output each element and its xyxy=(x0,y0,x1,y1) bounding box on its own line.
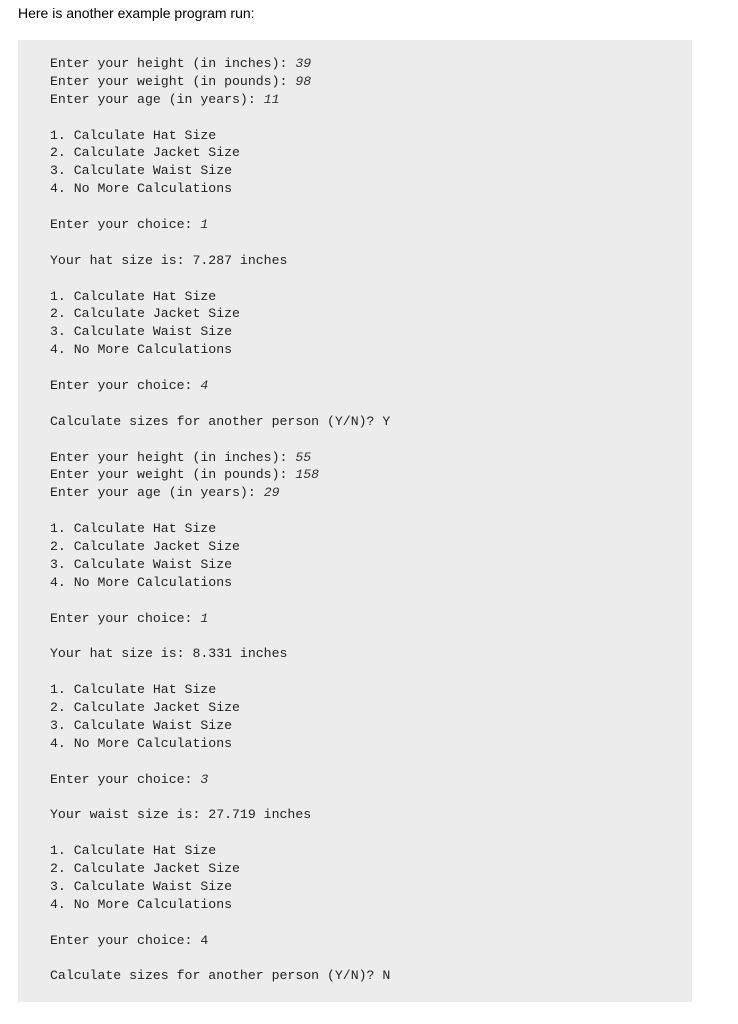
console-prompt-text: 1. Calculate Hat Size xyxy=(50,843,217,859)
console-line xyxy=(50,180,390,198)
console-prompt-text: Enter your height (in inches): xyxy=(50,56,296,71)
console-prompt-text: 4. No More Calculations xyxy=(50,181,233,197)
console-line xyxy=(50,556,390,574)
console-prompt-text: Enter your choice: xyxy=(50,771,201,787)
console-line xyxy=(50,860,390,878)
console-user-input: 98 xyxy=(295,73,312,89)
console-line xyxy=(50,359,390,377)
console-prompt-text: 1. Calculate Hat Size xyxy=(50,288,217,304)
console-line xyxy=(50,395,390,413)
console-line xyxy=(50,610,390,628)
console-line xyxy=(50,735,390,753)
console-prompt-text: 1. Calculate Hat Size xyxy=(50,521,217,537)
console-prompt-text: 2. Calculate Jacket Size xyxy=(50,145,240,161)
console-prompt-text: 3. Calculate Waist Size xyxy=(50,717,233,733)
console-prompt-text: Enter your choice: xyxy=(50,217,201,233)
console-line xyxy=(50,413,390,431)
console-prompt-text: 3. Calculate Waist Size xyxy=(50,878,233,894)
console-line xyxy=(50,574,390,592)
console-prompt-text: Enter your age (in years): xyxy=(50,91,264,107)
console-prompt-text: 4. No More Calculations xyxy=(50,342,233,358)
console-prompt-text: Enter your choice: xyxy=(50,378,201,394)
console-prompt-text: Enter your height (in inches): xyxy=(50,449,296,465)
console-line xyxy=(50,824,390,842)
console-line xyxy=(50,950,390,968)
console-line xyxy=(50,967,390,985)
console-user-input: 4 xyxy=(200,378,209,394)
console-line xyxy=(50,323,390,341)
console-prompt-text: 2. Calculate Jacket Size xyxy=(50,700,240,716)
console-prompt-text: 2. Calculate Jacket Size xyxy=(50,539,240,555)
console-prompt-text: Your hat size is: 8.331 inches xyxy=(50,646,288,662)
console-line xyxy=(50,341,390,359)
console-line xyxy=(50,252,390,270)
console-prompt-text: 3. Calculate Waist Size xyxy=(50,163,233,179)
console-line xyxy=(50,377,390,395)
console-prompt-text: 4. No More Calculations xyxy=(50,896,233,912)
console-line xyxy=(50,681,390,699)
console-line xyxy=(50,771,390,789)
console-user-input: 3 xyxy=(200,771,209,787)
console-line xyxy=(50,127,390,145)
console-prompt-text: Enter your choice: 4 xyxy=(50,932,209,948)
console-line xyxy=(50,628,390,646)
console-line xyxy=(50,645,390,663)
console-line xyxy=(50,144,390,162)
console-user-input: 158 xyxy=(295,467,320,483)
console-prompt-text: 2. Calculate Jacket Size xyxy=(50,306,240,322)
console-prompt-text: Your hat size is: 7.287 inches xyxy=(50,252,288,268)
console-line xyxy=(50,288,390,306)
console-prompt-text: 2. Calculate Jacket Size xyxy=(50,861,240,877)
console-user-input: 11 xyxy=(263,91,280,107)
console-prompt-text: Your waist size is: 27.719 inches xyxy=(50,807,312,823)
console-line xyxy=(50,717,390,735)
console-prompt-text: 3. Calculate Waist Size xyxy=(50,324,233,340)
console-prompt-text: Enter your weight (in pounds): xyxy=(50,73,296,89)
console-line xyxy=(50,162,390,180)
console-line xyxy=(50,91,390,109)
console-line xyxy=(50,914,390,932)
console-prompt-text: Enter your age (in years): xyxy=(50,485,264,501)
intro-text: Here is another example program run: xyxy=(18,5,255,21)
console-line xyxy=(50,663,390,681)
console-prompt-text: Calculate sizes for another person (Y/N)? Y xyxy=(50,413,391,429)
console-prompt-text: 1. Calculate Hat Size xyxy=(50,682,217,698)
console-user-input: 1 xyxy=(200,610,209,626)
console-prompt-text: 3. Calculate Waist Size xyxy=(50,556,233,572)
console-line xyxy=(50,431,390,449)
console-prompt-text: 4. No More Calculations xyxy=(50,735,233,751)
console-line xyxy=(50,55,390,73)
console-prompt-text: 1. Calculate Hat Size xyxy=(50,127,217,143)
console-prompt-text: Calculate sizes for another person (Y/N)? N xyxy=(50,968,391,984)
console-line xyxy=(50,806,390,824)
console-line xyxy=(50,538,390,556)
console-user-input: 55 xyxy=(295,449,312,465)
console-lines xyxy=(50,55,390,985)
console-line xyxy=(50,73,390,91)
console-line xyxy=(50,449,390,467)
console-prompt-text: Enter your weight (in pounds): xyxy=(50,467,296,483)
console-line xyxy=(50,305,390,323)
program-output-box xyxy=(18,40,692,1002)
console-line xyxy=(50,502,390,520)
console-line xyxy=(50,842,390,860)
console-prompt-text: 4. No More Calculations xyxy=(50,574,233,590)
console-line xyxy=(50,484,390,502)
console-prompt-text: Enter your choice: xyxy=(50,610,201,626)
console-line xyxy=(50,466,390,484)
console-user-input: 1 xyxy=(200,217,209,233)
console-line xyxy=(50,753,390,771)
console-line xyxy=(50,270,390,288)
console-line xyxy=(50,198,390,216)
console-line xyxy=(50,520,390,538)
console-line xyxy=(50,234,390,252)
console-line xyxy=(50,216,390,234)
console-line xyxy=(50,878,390,896)
console-line xyxy=(50,592,390,610)
console-line xyxy=(50,109,390,127)
console-user-input: 29 xyxy=(263,485,280,501)
console-line xyxy=(50,932,390,950)
console-line xyxy=(50,789,390,807)
console-line xyxy=(50,896,390,914)
console-line xyxy=(50,699,390,717)
console-user-input: 39 xyxy=(295,56,312,71)
